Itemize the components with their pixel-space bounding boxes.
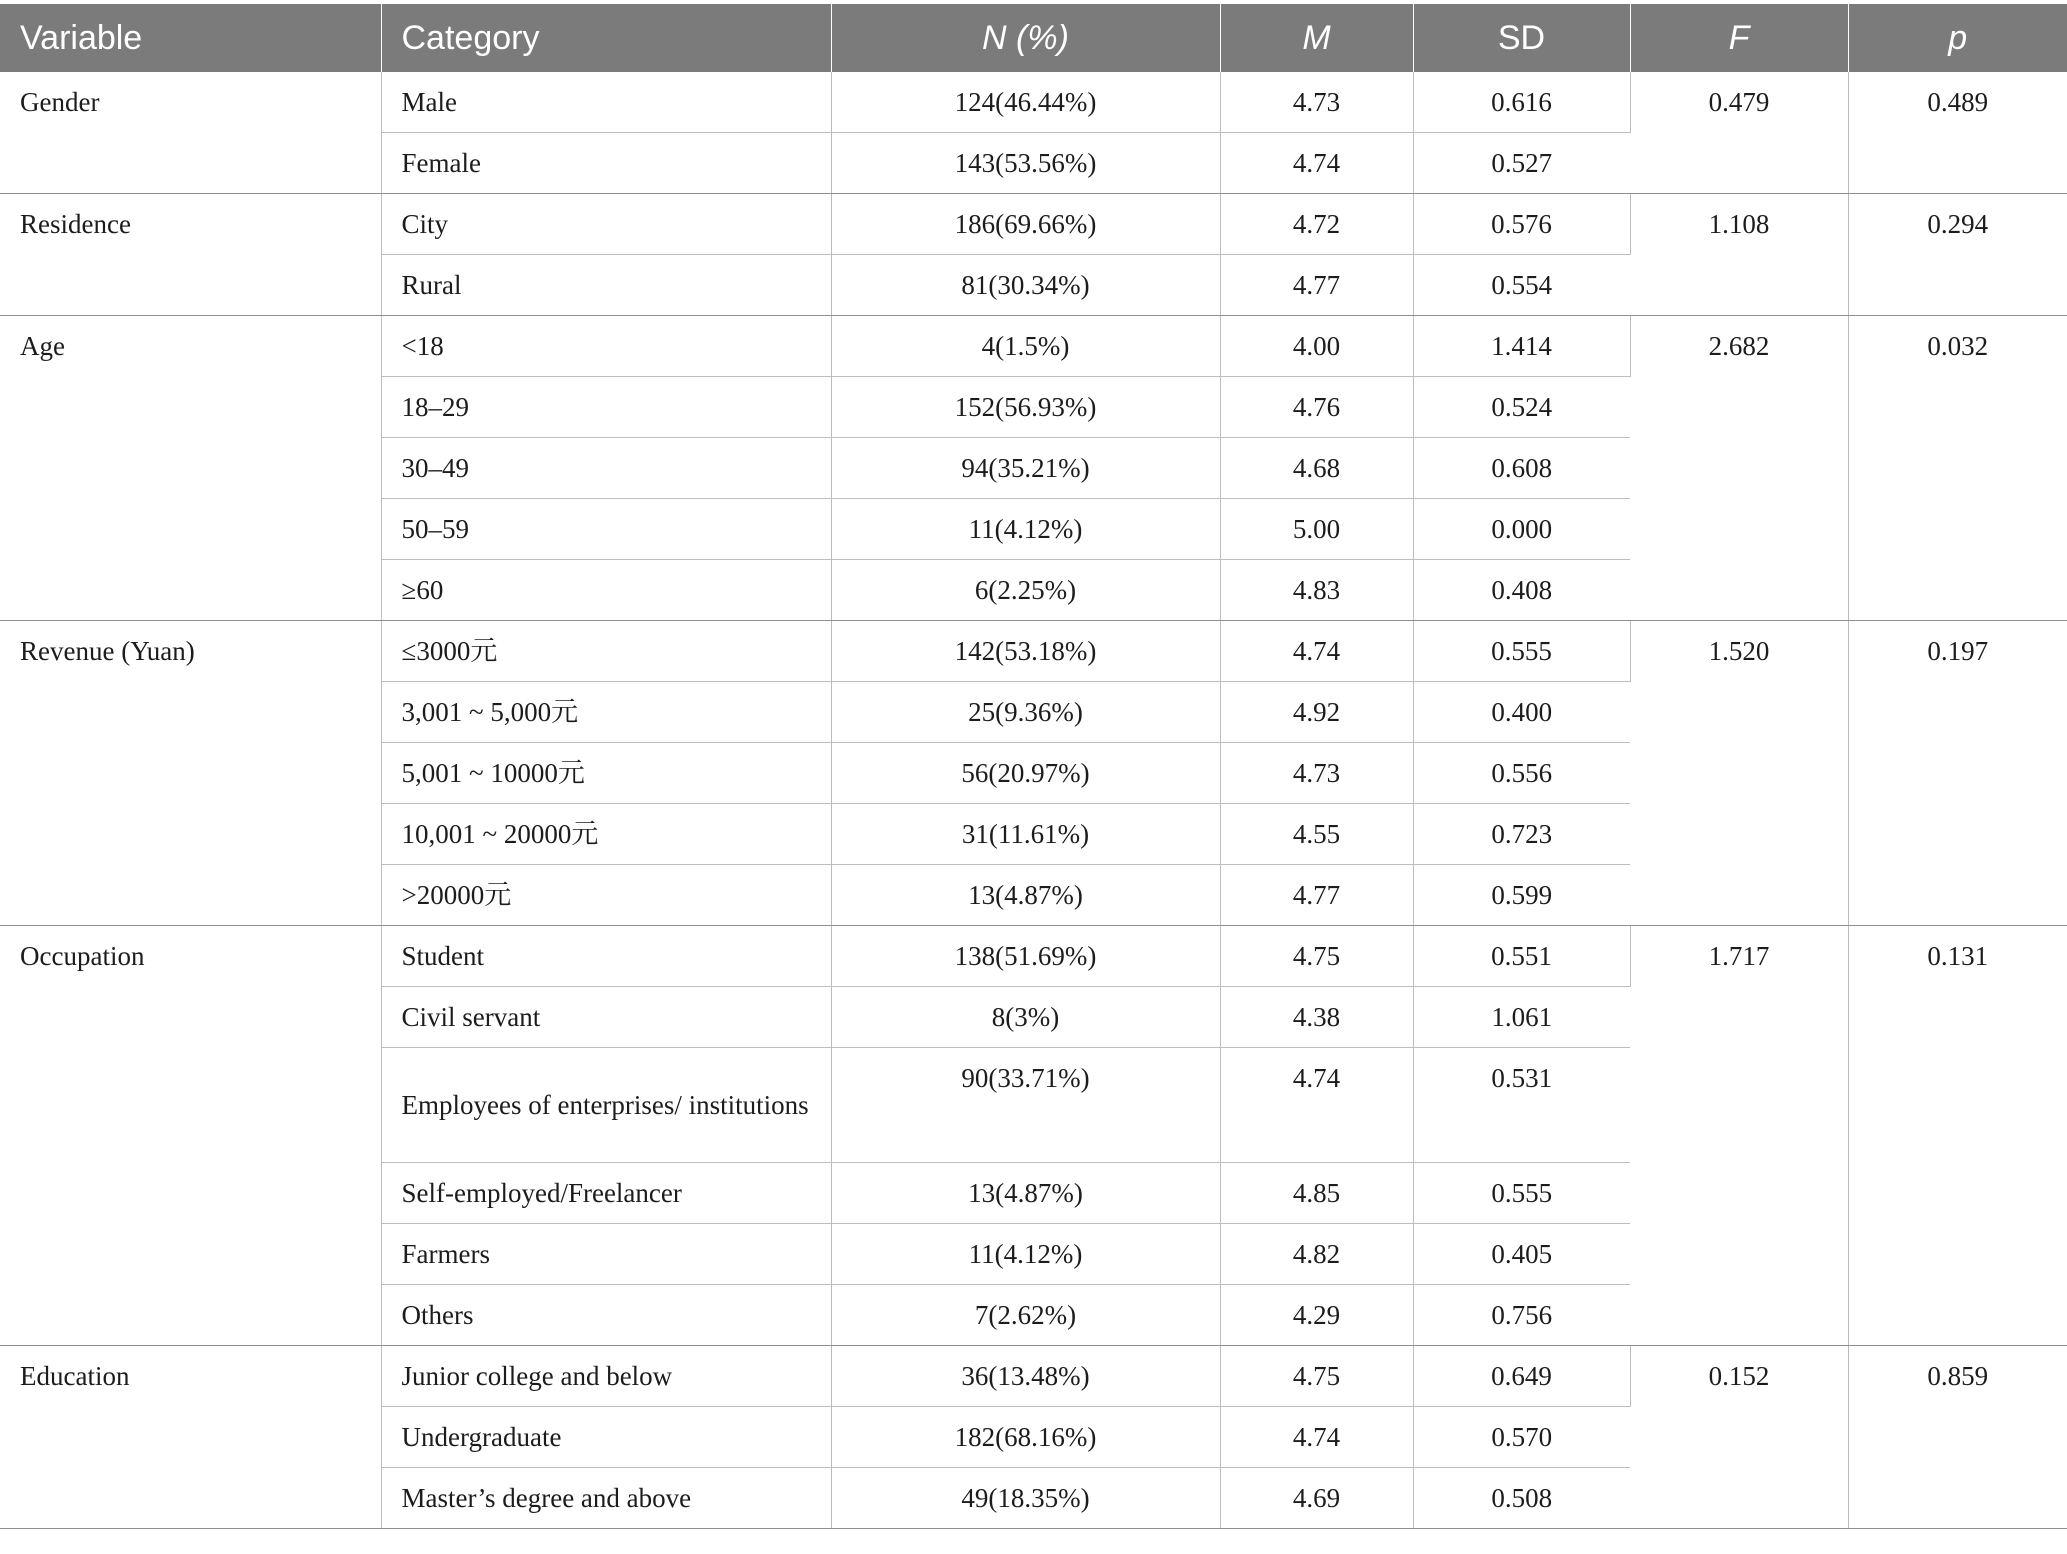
sd-cell: 0.000 — [1413, 499, 1630, 560]
sd-cell: 1.061 — [1413, 987, 1630, 1048]
header-sd: SD — [1413, 4, 1630, 72]
header-mean-text: M — [1302, 18, 1331, 57]
n-percent-cell: 13(4.87%) — [831, 865, 1220, 926]
n-percent-cell: 90(33.71%) — [831, 1048, 1220, 1163]
n-percent-cell: 36(13.48%) — [831, 1346, 1220, 1407]
n-percent-cell: 11(4.12%) — [831, 499, 1220, 560]
n-percent-cell: 31(11.61%) — [831, 804, 1220, 865]
sd-cell: 0.551 — [1413, 926, 1630, 987]
category-cell: <18 — [381, 316, 831, 377]
n-percent-cell: 124(46.44%) — [831, 72, 1220, 133]
category-cell: Civil servant — [381, 987, 831, 1048]
category-cell: 3,001 ~ 5,000元 — [381, 682, 831, 743]
variable-cell: Age — [0, 316, 381, 621]
category-cell: Others — [381, 1285, 831, 1346]
mean-cell: 4.73 — [1220, 72, 1413, 133]
header-row — [0, 4, 2067, 72]
mean-cell: 4.77 — [1220, 255, 1413, 316]
f-value-cell: 0.152 — [1630, 1346, 1848, 1529]
n-percent-cell: 182(68.16%) — [831, 1407, 1220, 1468]
mean-cell: 4.55 — [1220, 804, 1413, 865]
n-percent-cell: 7(2.62%) — [831, 1285, 1220, 1346]
sd-cell: 0.405 — [1413, 1224, 1630, 1285]
header-category: Category — [381, 4, 831, 72]
n-percent-cell: 13(4.87%) — [831, 1163, 1220, 1224]
category-cell: Self-employed/Freelancer — [381, 1163, 831, 1224]
variable-cell: Gender — [0, 72, 381, 194]
header-f — [1630, 4, 1848, 72]
sd-cell: 0.527 — [1413, 133, 1630, 194]
category-cell: 18–29 — [381, 377, 831, 438]
sd-cell: 0.408 — [1413, 560, 1630, 621]
sd-cell: 0.756 — [1413, 1285, 1630, 1346]
category-cell: Farmers — [381, 1224, 831, 1285]
category-cell: Undergraduate — [381, 1407, 831, 1468]
category-cell: Student — [381, 926, 831, 987]
sd-cell: 1.414 — [1413, 316, 1630, 377]
mean-cell: 4.69 — [1220, 1468, 1413, 1529]
sd-cell: 0.608 — [1413, 438, 1630, 499]
n-percent-cell: 142(53.18%) — [831, 621, 1220, 682]
p-value-cell: 0.294 — [1848, 194, 2067, 316]
mean-cell: 4.77 — [1220, 865, 1413, 926]
category-cell: Male — [381, 72, 831, 133]
p-value-cell: 0.197 — [1848, 621, 2067, 926]
mean-cell: 4.72 — [1220, 194, 1413, 255]
header-n-percent — [831, 4, 1220, 72]
header-variable: Variable — [0, 4, 381, 72]
mean-cell: 4.74 — [1220, 133, 1413, 194]
table-row — [0, 316, 2067, 377]
header-mean — [1220, 4, 1413, 72]
p-value-cell: 0.131 — [1848, 926, 2067, 1346]
mean-cell: 4.76 — [1220, 377, 1413, 438]
category-cell: >20000元 — [381, 865, 831, 926]
n-percent-cell: 8(3%) — [831, 987, 1220, 1048]
n-percent-cell: 81(30.34%) — [831, 255, 1220, 316]
category-cell: Employees of enterprises/ institutions — [381, 1048, 831, 1163]
sd-cell: 0.555 — [1413, 1163, 1630, 1224]
mean-cell: 4.74 — [1220, 621, 1413, 682]
f-value-cell: 1.717 — [1630, 926, 1848, 1346]
statistics-table-container — [0, 4, 2067, 1529]
variable-cell: Residence — [0, 194, 381, 316]
mean-cell: 4.74 — [1220, 1407, 1413, 1468]
mean-cell: 4.68 — [1220, 438, 1413, 499]
mean-cell: 4.74 — [1220, 1048, 1413, 1163]
n-percent-cell: 94(35.21%) — [831, 438, 1220, 499]
header-p-text: p — [1948, 18, 1968, 57]
category-cell: ≤3000元 — [381, 621, 831, 682]
p-value-cell: 0.489 — [1848, 72, 2067, 194]
n-percent-cell: 138(51.69%) — [831, 926, 1220, 987]
f-value-cell: 1.108 — [1630, 194, 1848, 316]
header-f-text: F — [1728, 18, 1750, 57]
table-row — [0, 1346, 2067, 1407]
category-cell: City — [381, 194, 831, 255]
category-cell: Rural — [381, 255, 831, 316]
n-percent-cell: 11(4.12%) — [831, 1224, 1220, 1285]
n-percent-cell: 186(69.66%) — [831, 194, 1220, 255]
category-cell: 50–59 — [381, 499, 831, 560]
f-value-cell: 1.520 — [1630, 621, 1848, 926]
mean-cell: 4.75 — [1220, 926, 1413, 987]
mean-cell: 4.92 — [1220, 682, 1413, 743]
category-cell: 10,001 ~ 20000元 — [381, 804, 831, 865]
sd-cell: 0.723 — [1413, 804, 1630, 865]
sd-cell: 0.524 — [1413, 377, 1630, 438]
sd-cell: 0.531 — [1413, 1048, 1630, 1163]
n-percent-cell: 56(20.97%) — [831, 743, 1220, 804]
sd-cell: 0.649 — [1413, 1346, 1630, 1407]
variable-cell: Education — [0, 1346, 381, 1529]
mean-cell: 4.38 — [1220, 987, 1413, 1048]
sd-cell: 0.570 — [1413, 1407, 1630, 1468]
n-percent-cell: 152(56.93%) — [831, 377, 1220, 438]
sd-cell: 0.616 — [1413, 72, 1630, 133]
sd-cell: 0.556 — [1413, 743, 1630, 804]
mean-cell: 4.29 — [1220, 1285, 1413, 1346]
sd-cell: 0.555 — [1413, 621, 1630, 682]
category-cell: ≥60 — [381, 560, 831, 621]
variable-cell: Occupation — [0, 926, 381, 1346]
n-percent-cell: 25(9.36%) — [831, 682, 1220, 743]
n-percent-cell: 49(18.35%) — [831, 1468, 1220, 1529]
table-body — [0, 72, 2067, 1529]
sd-cell: 0.576 — [1413, 194, 1630, 255]
p-value-cell: 0.859 — [1848, 1346, 2067, 1529]
table-header — [0, 4, 2067, 72]
mean-cell: 4.83 — [1220, 560, 1413, 621]
category-cell: Junior college and below — [381, 1346, 831, 1407]
table-row — [0, 72, 2067, 133]
n-percent-cell: 6(2.25%) — [831, 560, 1220, 621]
category-cell: Female — [381, 133, 831, 194]
n-percent-cell: 4(1.5%) — [831, 316, 1220, 377]
category-cell: 30–49 — [381, 438, 831, 499]
mean-cell: 4.73 — [1220, 743, 1413, 804]
header-p — [1848, 4, 2067, 72]
sd-cell: 0.554 — [1413, 255, 1630, 316]
mean-cell: 5.00 — [1220, 499, 1413, 560]
sd-cell: 0.400 — [1413, 682, 1630, 743]
variable-cell: Revenue (Yuan) — [0, 621, 381, 926]
sd-cell: 0.508 — [1413, 1468, 1630, 1529]
table-row — [0, 926, 2067, 987]
category-cell: Master’s degree and above — [381, 1468, 831, 1529]
table-row — [0, 621, 2067, 682]
statistics-table — [0, 4, 2067, 1529]
mean-cell: 4.75 — [1220, 1346, 1413, 1407]
mean-cell: 4.00 — [1220, 316, 1413, 377]
f-value-cell: 0.479 — [1630, 72, 1848, 194]
sd-cell: 0.599 — [1413, 865, 1630, 926]
f-value-cell: 2.682 — [1630, 316, 1848, 621]
mean-cell: 4.82 — [1220, 1224, 1413, 1285]
n-percent-cell: 143(53.56%) — [831, 133, 1220, 194]
table-row — [0, 194, 2067, 255]
header-n-percent-text: N (%) — [982, 18, 1069, 57]
mean-cell: 4.85 — [1220, 1163, 1413, 1224]
p-value-cell: 0.032 — [1848, 316, 2067, 621]
category-cell: 5,001 ~ 10000元 — [381, 743, 831, 804]
